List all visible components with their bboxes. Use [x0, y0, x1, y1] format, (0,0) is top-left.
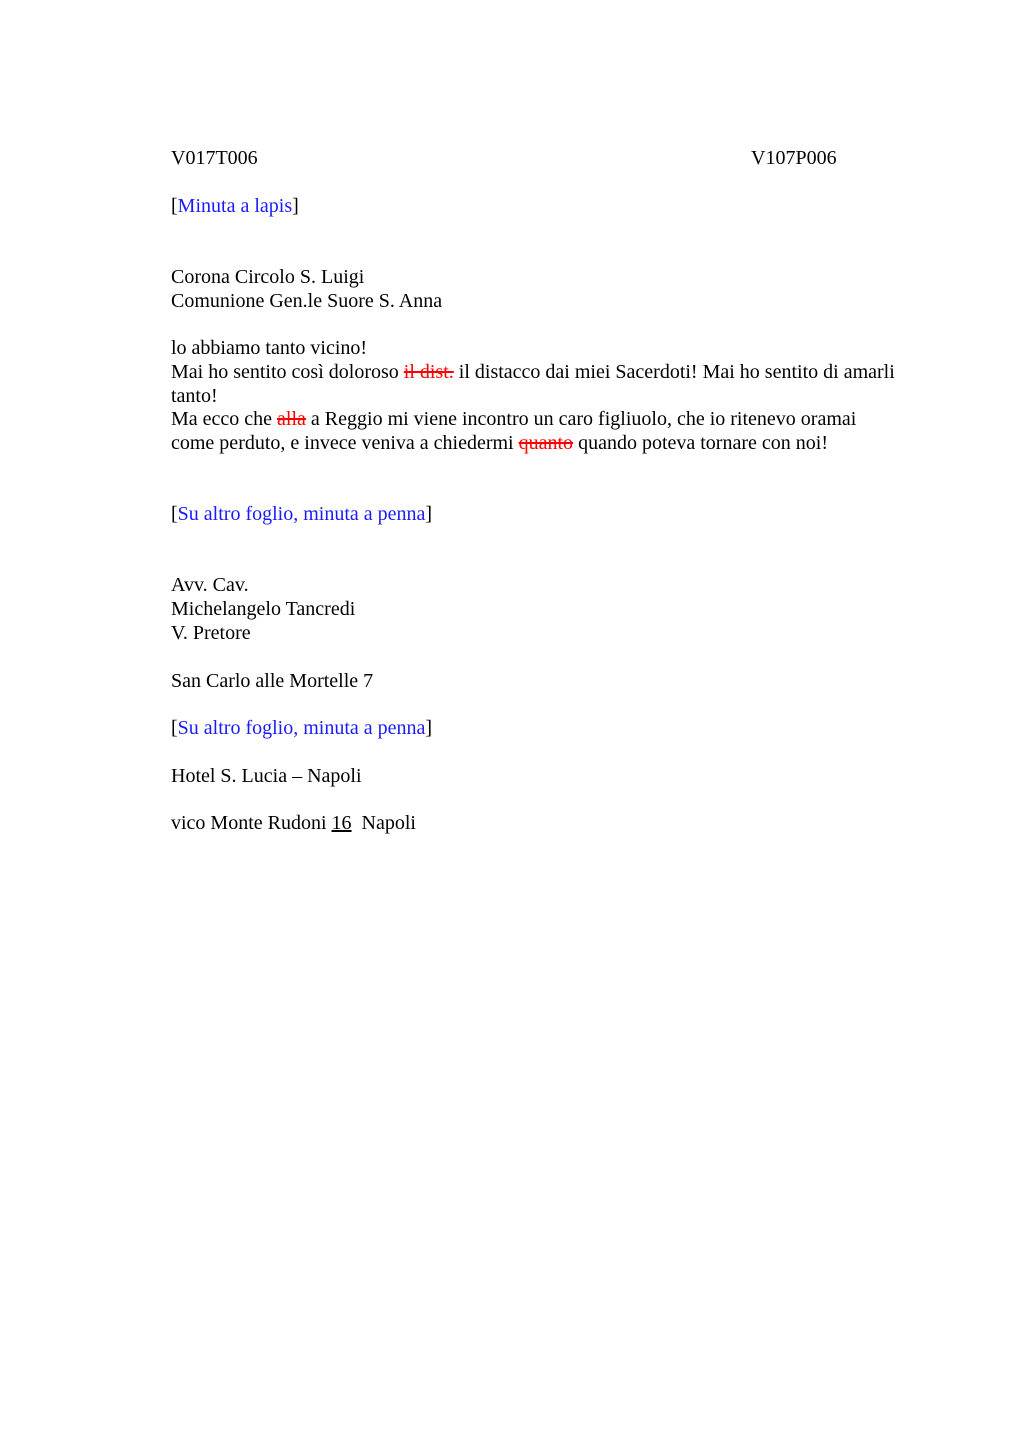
address-line: Avv. Cav.	[171, 574, 249, 596]
address-line: Michelangelo Tancredi	[171, 598, 356, 620]
note-text: Su altro foglio, minuta a penna	[177, 503, 426, 525]
bracket-open: [	[171, 195, 178, 217]
address-line: V. Pretore	[171, 622, 251, 644]
text-run: Mai ho sentito così doloroso	[171, 361, 404, 383]
text-run: come perduto, e invece veniva a chiedermi	[171, 432, 519, 454]
addressee-line-2: Comunione Gen.le Suore S. Anna	[171, 290, 443, 312]
note-text: Su altro foglio, minuta a penna	[177, 717, 426, 739]
text-run: Napoli	[351, 812, 416, 834]
paragraph-line: tanto!	[171, 385, 218, 407]
paragraph-line	[171, 407, 856, 431]
editorial-note-2	[171, 502, 432, 526]
addressee-line-1: Corona Circolo S. Luigi	[171, 266, 365, 288]
deleted-text: alla	[277, 408, 306, 430]
text-run: a Reggio mi viene incontro un caro figliuolo, che io ritenevo oramai	[305, 408, 857, 430]
bracket-close: ]	[425, 503, 433, 525]
bracket-open: [	[171, 503, 178, 525]
paragraph-line: lo abbiamo tanto vicino!	[171, 337, 368, 359]
bracket-close: ]	[425, 717, 433, 739]
paragraph-line	[171, 431, 828, 455]
text-run: il distacco dai miei Sacerdoti! Mai ho sentito di amarli	[453, 361, 895, 383]
left-code: V017T006	[171, 147, 258, 169]
deleted-text: il dist.	[403, 361, 454, 383]
bracket-open: [	[171, 717, 178, 739]
editorial-note-3	[171, 716, 432, 740]
editorial-note-1	[171, 194, 299, 218]
text-run: vico Monte Rudoni	[171, 812, 332, 834]
address-line: Hotel S. Lucia – Napoli	[171, 765, 362, 787]
underlined-number: 16	[331, 812, 352, 834]
deleted-text: quanto	[518, 432, 574, 454]
bracket-close: ]	[292, 195, 299, 217]
paragraph-line	[171, 360, 895, 384]
address-line	[171, 811, 416, 835]
right-code: V107P006	[751, 147, 837, 169]
text-run: quando poteva tornare con noi!	[573, 432, 828, 454]
note-text: Minuta a lapis	[177, 195, 293, 217]
address-line: San Carlo alle Mortelle 7	[171, 670, 374, 692]
document-page	[171, 0, 931, 1450]
text-run: Ma ecco che	[171, 408, 278, 430]
